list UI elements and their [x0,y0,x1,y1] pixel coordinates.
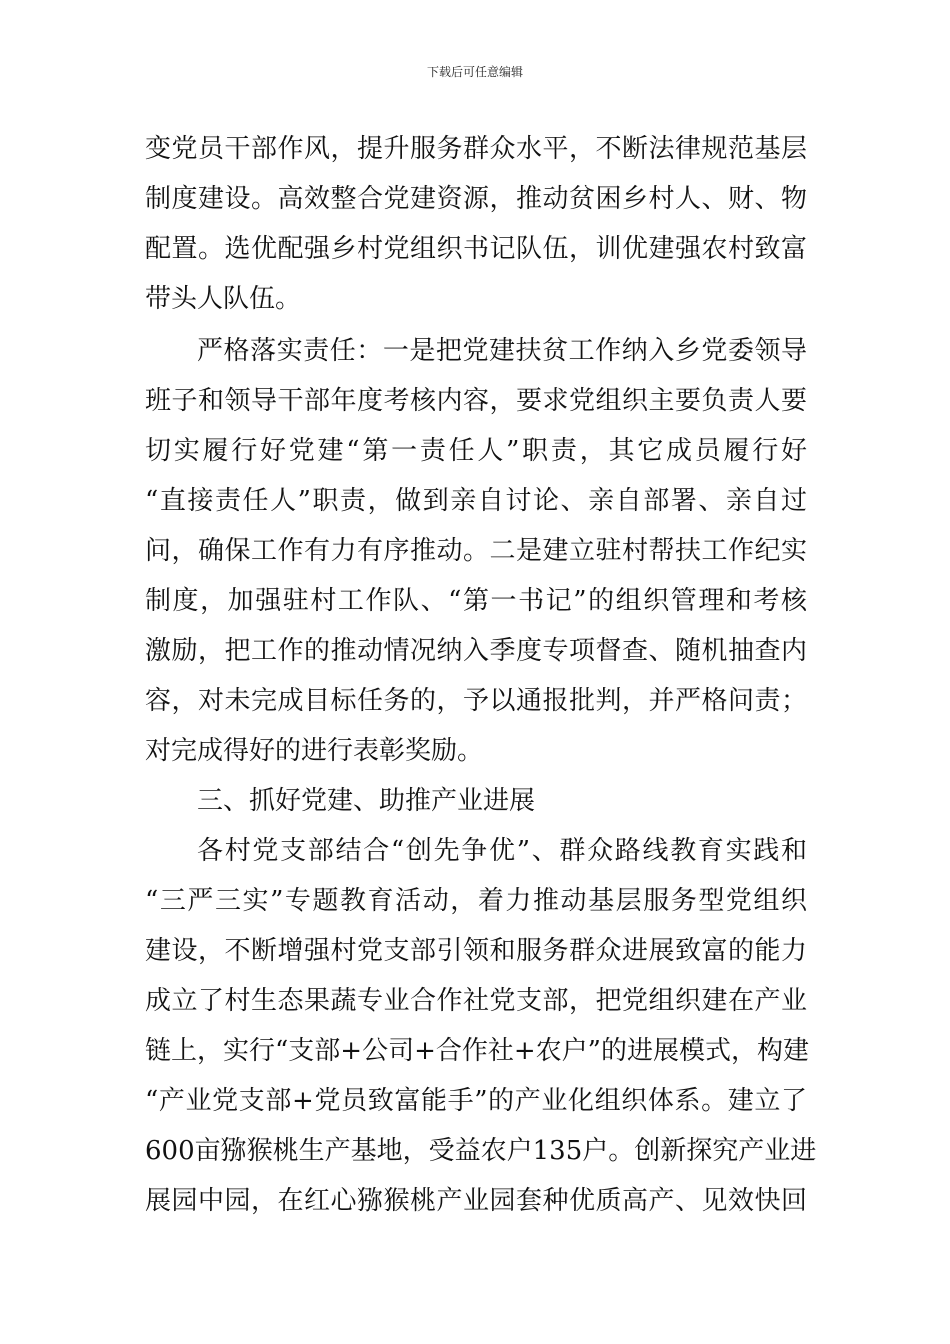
text-line: 对完成得好的进行表彰奖励。 [145,736,484,766]
text-line: “三严三实”专题教育活动，着力推动基层服务型党组织 [145,886,807,916]
text-line: 激励，把工作的推动情况纳入季度专项督查、随机抽查内 [145,636,807,666]
text-line: 问，确保工作有力有序推动。二是建立驻村帮扶工作纪实 [145,536,807,566]
text-line: 班子和领导干部年度考核内容，要求党组织主要负责人要 [145,386,807,416]
paragraph-first-line: 各村党支部结合“创先争优”、群众路线教育实践和 [197,836,807,866]
text-line: 容，对未完成目标任务的，予以通报批判，并严格问责； [145,686,807,716]
text-line: 成立了村生态果蔬专业合作社党支部，把党组织建在产业 [145,986,807,1016]
text-line: 带头人队伍。 [145,284,302,314]
section-heading: 三、抓好党建、助推产业进展 [197,786,536,816]
text-line: 切实履行好党建“第一责任人”职责，其它成员履行好 [145,436,807,466]
text-line: 配置。选优配强乡村党组织书记队伍，训优建强农村致富 [145,234,807,264]
text-line: 变党员干部作风，提升服务群众水平，不断法律规范基层 [145,134,807,164]
text-line: 制度，加强驻村工作队、“第一书记”的组织管理和考核 [145,586,807,616]
paragraph-first-line: 严格落实责任：一是把党建扶贫工作纳入乡党委领导 [197,336,807,366]
text-line: 建设，不断增强村党支部引领和服务群众进展致富的能力 [145,936,807,966]
text-line: “直接责任人”职责，做到亲自讨论、亲自部署、亲自过 [145,486,807,516]
text-line: “产业党支部+党员致富能手”的产业化组织体系。建立了 [145,1086,807,1116]
text-line: 链上，实行“支部+公司+合作社+农户”的进展模式，构建 [145,1036,809,1066]
text-line: 600亩猕猴桃生产基地，受益农户135户。创新探究产业进 [145,1136,817,1166]
text-line: 制度建设。高效整合党建资源，推动贫困乡村人、财、物 [145,184,807,214]
page-header: 下载后可任意编辑 [426,65,523,79]
text-line: 展园中园，在红心猕猴桃产业园套种优质高产、见效快回 [145,1186,807,1216]
